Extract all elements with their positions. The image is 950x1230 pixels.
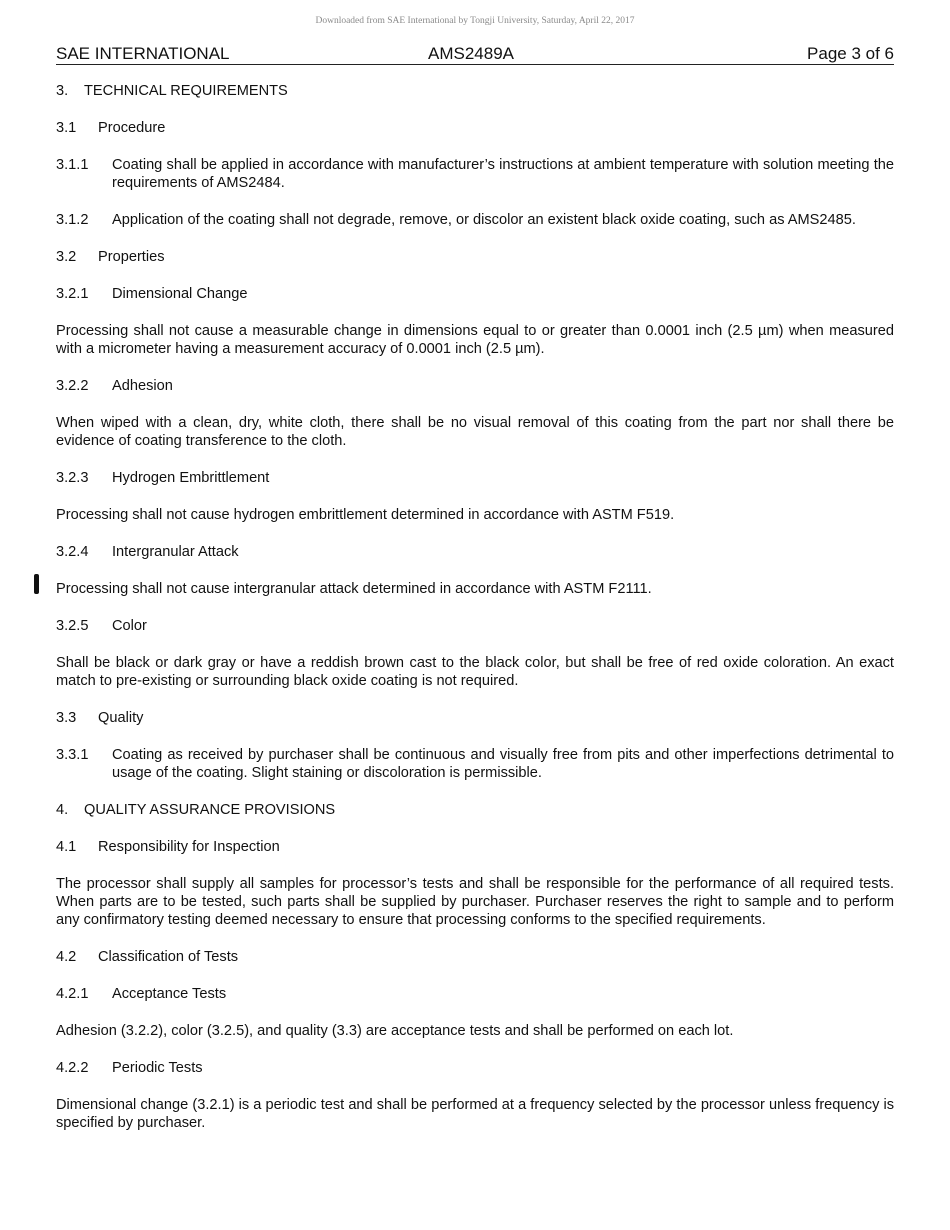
header-page-number: Page 3 of 6 (807, 44, 894, 63)
subsubsection-heading (56, 469, 894, 487)
section-heading (56, 801, 894, 819)
page-header (56, 44, 894, 65)
section-number: 3.2.1 (56, 286, 89, 302)
section-title: Periodic Tests (112, 1060, 203, 1076)
paragraph-number: 3.3.1 (56, 747, 89, 763)
section-number: 3.2.5 (56, 618, 89, 634)
revision-change-bar (34, 574, 39, 594)
section-number: 4.2.1 (56, 986, 89, 1002)
section-title: Dimensional Change (112, 286, 248, 302)
subsection-heading (56, 119, 894, 137)
section-title: Responsibility for Inspection (98, 839, 280, 855)
body-paragraph: Adhesion (3.2.2), color (3.2.5), and quality (3.3) are acceptance tests and shall be performed on each lot. (56, 1023, 734, 1039)
section-number: 3.2.2 (56, 378, 89, 394)
section-title: Intergranular Attack (112, 544, 239, 560)
section-number: 3.3 (56, 710, 77, 726)
subsubsection-heading (56, 985, 894, 1003)
paragraph-text: Coating as received by purchaser shall be continuous and visually free from pits and other imperfections detrimental to usage of the coating. Slight staining or discoloration is permissible. (112, 747, 894, 781)
body-paragraph: When wiped with a clean, dry, white cloth, there shall be no visual removal of this coating from the part nor shall there be evidence of coating transference to the cloth. (56, 415, 894, 449)
section-number: 3. (56, 83, 69, 99)
subsection-heading (56, 709, 894, 727)
body-paragraph: Processing shall not cause intergranular attack determined in accordance with ASTM F2111. (56, 581, 652, 597)
numbered-paragraph (56, 156, 894, 192)
subsubsection-heading (56, 285, 894, 303)
paragraph-number: 3.1.2 (56, 212, 89, 228)
body-paragraph: Processing shall not cause hydrogen embrittlement determined in accordance with ASTM F519. (56, 507, 675, 523)
body-paragraph: Processing shall not cause a measurable change in dimensions equal to or greater than 0.0001 inch (2.5 µm) when measured with a micrometer having a measurement accuracy of 0.0001 inch (2.5 µm). (56, 323, 894, 357)
section-number: 3.2.3 (56, 470, 89, 486)
section-number: 3.2 (56, 249, 77, 265)
section-number: 3.2.4 (56, 544, 89, 560)
paragraph-text: Coating shall be applied in accordance with manufacturer’s instructions at ambient temperature with solution meeting the requirements of AMS2484. (112, 157, 894, 191)
body-paragraph: The processor shall supply all samples for processor’s tests and shall be responsible for the performance of all required tests. When parts are to be tested, such parts shall be supplied by purchaser. Purchaser reserves the right to sample and to perform any confirmatory testing deemed necessary to ensure that processing conforms to the specified requirements. (56, 876, 894, 928)
header-document-id: AMS2489A (428, 44, 514, 63)
subsection-heading (56, 838, 894, 856)
section-number: 4.2.2 (56, 1060, 89, 1076)
subsubsection-heading (56, 543, 894, 561)
numbered-paragraph (56, 746, 894, 782)
section-heading (56, 82, 894, 100)
subsubsection-heading (56, 377, 894, 395)
body-paragraph: Dimensional change (3.2.1) is a periodic test and shall be performed at a frequency selected by the processor unless frequency is specified by purchaser. (56, 1097, 894, 1131)
section-title: TECHNICAL REQUIREMENTS (84, 83, 288, 99)
section-title: Color (112, 618, 147, 634)
section-title: Adhesion (112, 378, 173, 394)
section-title: Properties (98, 249, 165, 265)
section-number: 4.1 (56, 839, 77, 855)
section-number: 4. (56, 802, 69, 818)
section-number: 3.1 (56, 120, 77, 136)
section-title: QUALITY ASSURANCE PROVISIONS (84, 802, 336, 818)
subsection-heading (56, 948, 894, 966)
document-body (56, 82, 894, 1151)
paragraph-text: Application of the coating shall not degrade, remove, or discolor an existent black oxide coating, such as AMS2485. (112, 212, 856, 228)
section-title: Classification of Tests (98, 949, 239, 965)
numbered-paragraph (56, 211, 894, 229)
subsection-heading (56, 248, 894, 266)
subsubsection-heading (56, 1059, 894, 1077)
paragraph-number: 3.1.1 (56, 157, 89, 173)
download-watermark: Downloaded from SAE International by Tongji University, Saturday, April 22, 2017 (315, 16, 635, 26)
section-title: Quality (98, 710, 144, 726)
section-number: 4.2 (56, 949, 77, 965)
subsubsection-heading (56, 617, 894, 635)
section-title: Procedure (98, 120, 166, 136)
section-title: Hydrogen Embrittlement (112, 470, 270, 486)
section-title: Acceptance Tests (112, 986, 227, 1002)
header-organization: SAE INTERNATIONAL (56, 44, 230, 63)
body-paragraph: Shall be black or dark gray or have a reddish brown cast to the black color, but shall be free of red oxide coloration. An exact match to pre-existing or surrounding black oxide coating is not required. (56, 655, 894, 689)
